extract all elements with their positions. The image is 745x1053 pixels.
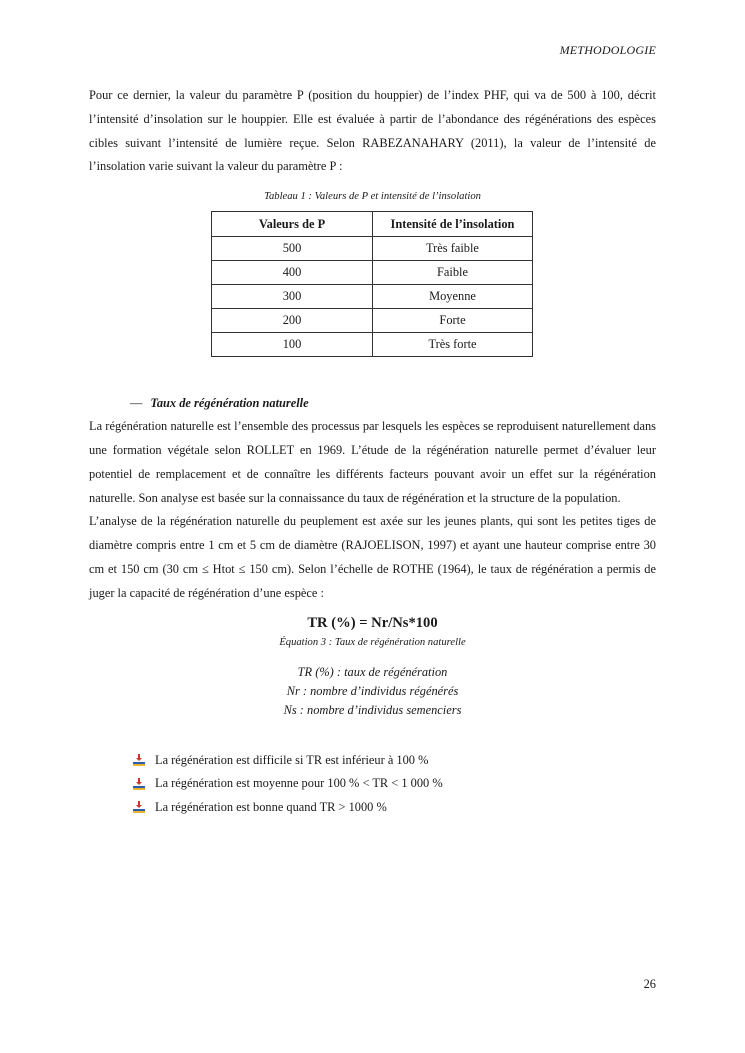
equation-caption: Équation 3 : Taux de régénération naturelle xyxy=(279,636,466,648)
table-row xyxy=(212,333,533,357)
regeneration-scale-list xyxy=(133,749,656,820)
bullet-text: La régénération est difficile si TR est inférieur à 100 % xyxy=(155,752,429,767)
table-cell-intensity: Forte xyxy=(373,309,533,333)
table-cell-p: 500 xyxy=(212,237,373,261)
table-header-row xyxy=(212,212,533,237)
heading-dash: — xyxy=(130,396,143,411)
equation-legend xyxy=(89,663,656,720)
arrow-bullet-icon xyxy=(133,801,145,813)
page-content xyxy=(89,84,656,819)
table-cell-intensity: Faible xyxy=(373,261,533,285)
table-cell-p: 100 xyxy=(212,333,373,357)
legend-line-nr: Nr : nombre d’individus régénérés xyxy=(286,683,459,698)
legend-line-ns: Ns : nombre d’individus semenciers xyxy=(283,702,462,717)
table-cell-p: 200 xyxy=(212,309,373,333)
arrow-bullet-icon xyxy=(133,778,145,790)
running-header: METHODOLOGIE xyxy=(559,43,656,57)
list-item xyxy=(133,772,656,796)
equation-formula: TR (%) = Nr/Ns*100 xyxy=(307,614,438,631)
analysis-paragraph: L’analyse de la régénération naturelle du peuplement est axée sur les jeunes plants, qui sont les petites tiges de diamètre compris entre 1 cm et 5 cm de diamètre (RAJOELISON, 1997) et ayant une hauteur comprise entre 30 cm et 150 cm (30 cm ≤ Htot ≤ 150 cm). Selon l’échelle de ROTHE (1964), le taux de régénération a permis de juger la capacité de régénération d’une espèce : xyxy=(89,514,656,600)
table-row xyxy=(212,285,533,309)
table-cell-p: 300 xyxy=(212,285,373,309)
legend-line-tr: TR (%) : taux de régénération xyxy=(297,664,448,679)
subsection-heading xyxy=(130,391,656,415)
table-cell-p: 400 xyxy=(212,261,373,285)
list-item xyxy=(133,749,656,773)
table-caption: Tableau 1 : Valeurs de P et intensité de l’insolation xyxy=(264,191,481,203)
regeneration-paragraph: La régénération naturelle est l’ensemble des processus par lesquels les espèces se reproduisent naturellement dans une formation végétale selon ROLLET en 1969. L’étude de la régénération naturelle permet d’évaluer leur potentiel de remplacement et de connaître les différents facteurs pouvant avoir un effet sur la régénération naturelle. Son analyse est basée sur la connaissance du taux de régénération et la structure de la population. xyxy=(89,419,656,505)
table-row xyxy=(212,261,533,285)
table-cell-intensity: Très forte xyxy=(373,333,533,357)
subsection-title: Taux de régénération naturelle xyxy=(150,396,309,411)
table-cell-intensity: Très faible xyxy=(373,237,533,261)
arrow-bullet-icon xyxy=(133,754,145,766)
table-row xyxy=(212,309,533,333)
table-row xyxy=(212,237,533,261)
page-number: 26 xyxy=(643,977,656,991)
column-header-intensity: Intensité de l’insolation xyxy=(373,212,533,237)
bullet-text: La régénération est moyenne pour 100 % < TR < 1 000 % xyxy=(155,776,443,791)
p-values-table xyxy=(211,211,533,357)
column-header-p: Valeurs de P xyxy=(212,212,373,237)
list-item xyxy=(133,796,656,820)
intro-paragraph: Pour ce dernier, la valeur du paramètre P (position du houppier) de l’index PHF, qui va de 500 à 100, décrit l’intensité d’insolation sur le houppier. Elle est évaluée à partir de l’abondance des régénérations des espèces cibles suivant l’intensité de lumière reçue. Selon RABEZANAHARY (2011), la valeur de l’intensité de l’insolation varie suivant la valeur du paramètre P : xyxy=(89,88,656,174)
bullet-text: La régénération est bonne quand TR > 1000 % xyxy=(155,799,387,814)
table-cell-intensity: Moyenne xyxy=(373,285,533,309)
